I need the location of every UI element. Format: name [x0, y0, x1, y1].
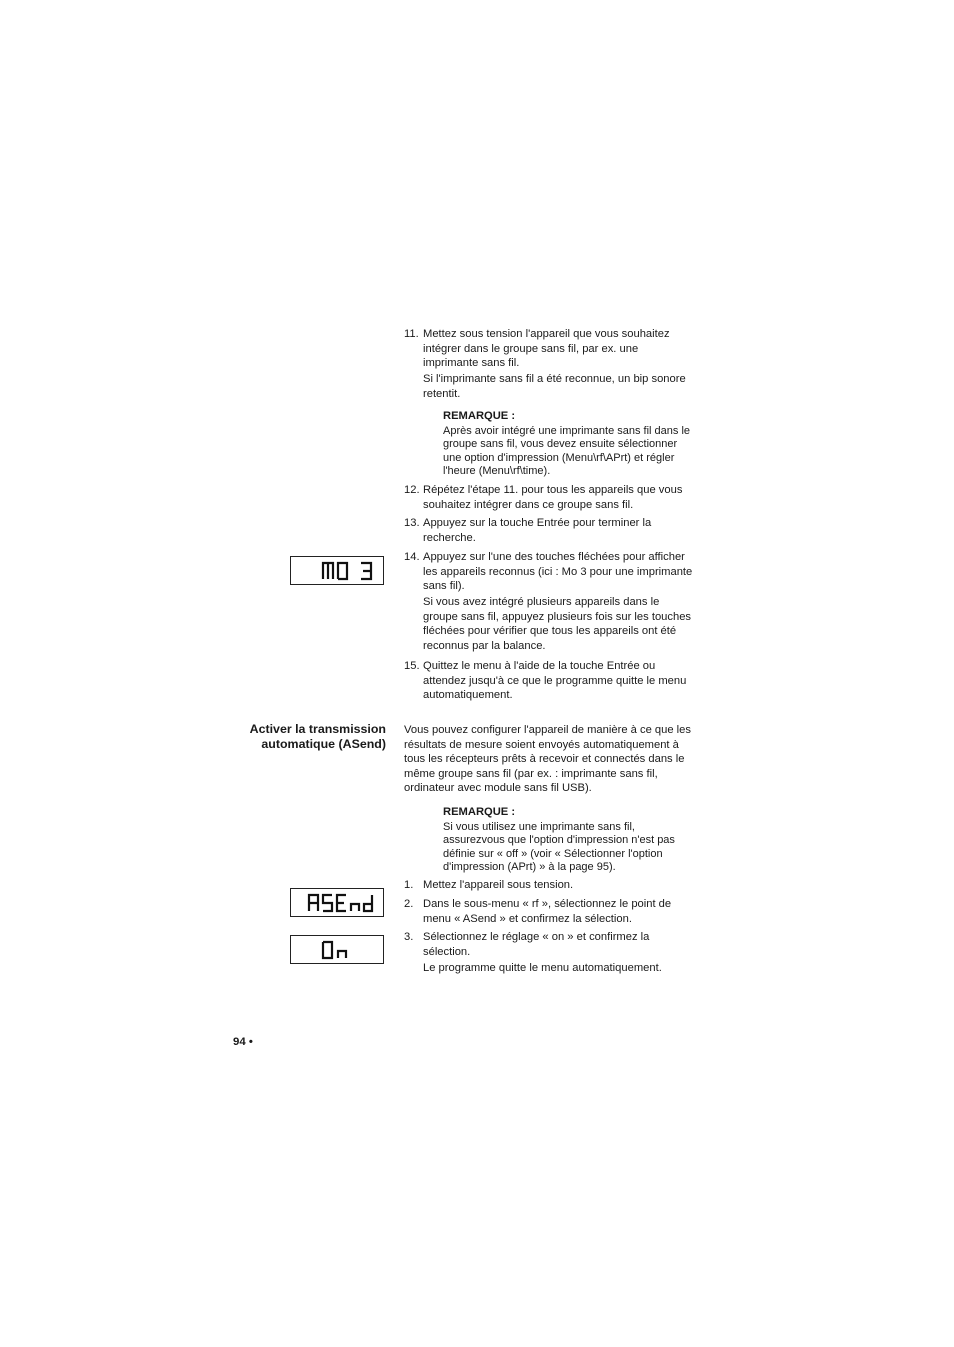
step-2 — [404, 897, 694, 926]
step-text: Mettez sous tension l'appareil que vous souhaitez intégrer dans le groupe sans fil, par ex. une imprimante sans fil. — [423, 328, 670, 370]
step-15 — [404, 659, 694, 703]
step-number: 3. — [404, 931, 414, 943]
step-1 — [404, 878, 694, 893]
note-box — [443, 409, 695, 479]
lcd-display-mo3 — [290, 556, 384, 585]
step-number: 11. — [404, 328, 419, 340]
step-text: Le programme quitte le menu automatiquement. — [423, 961, 662, 974]
step-text: Appuyez sur la touche Entrée pour terminer la recherche. — [423, 517, 652, 544]
note-heading: REMARQUE : — [443, 410, 516, 422]
step-14 — [404, 550, 694, 654]
step-text: Dans le sous-menu « rf », sélectionnez le point de menu « ASend » et confirmez la sélection. — [423, 898, 672, 925]
step-11 — [404, 327, 694, 401]
step-text: Si l'imprimante sans fil a été reconnue, un bip sonore retentit. — [423, 373, 686, 400]
step-number: 13. — [404, 517, 420, 529]
page-number: 94 • — [233, 1036, 253, 1048]
section-intro: Vous pouvez configurer l'appareil de manière à ce que les résultats de mesure soient envoyés automatiquement à tous les récepteurs prêts à recevoir et connectés dans le même groupe sans fil (par ex. : imprimante sans fil, ordinateur avec module sans fil USB). — [404, 724, 691, 795]
section-heading — [200, 722, 386, 753]
note-body: Après avoir intégré une imprimante sans fil dans le groupe sans fil, vous devez ensuite sélectionner une option d'impression (Menu\rf\APrt) et régler l'heure (Menu\rf\time). — [443, 424, 691, 478]
step-3 — [404, 930, 694, 975]
lcd-display-on — [290, 935, 384, 964]
step-text: Mettez l'appareil sous tension. — [423, 879, 574, 891]
step-12 — [404, 483, 694, 512]
step-number: 12. — [404, 484, 420, 496]
note-box — [443, 805, 695, 875]
lcd-segments-mo3 — [291, 557, 383, 584]
step-number: 14. — [404, 551, 420, 563]
step-13 — [404, 516, 694, 545]
section-heading-line: Activer la transmission — [249, 722, 386, 736]
lcd-segments-asend — [291, 889, 383, 916]
section-heading-line: automatique (ASend) — [261, 737, 386, 752]
step-text: Quittez le menu à l'aide de la touche Entrée ou attendez jusqu'à ce que le programme quitte le menu automatiquement. — [423, 660, 687, 702]
step-number: 2. — [404, 898, 414, 910]
step-number: 1. — [404, 879, 414, 891]
note-heading: REMARQUE : — [443, 806, 516, 818]
lcd-display-asend — [290, 888, 384, 917]
step-text: Sélectionnez le réglage « on » et confirmez la sélection. — [423, 931, 650, 958]
step-number: 15. — [404, 660, 420, 672]
step-text: Appuyez sur l'une des touches fléchées pour afficher les appareils reconnus (ici : Mo 3 pour une imprimante sans fil). — [423, 551, 693, 593]
lcd-segments-on — [291, 936, 383, 963]
note-body: Si vous utilisez une imprimante sans fil, assurezvous que l'option d'impression n'est pas définie sur « off » (voir « Sélectionner l'option d'impression (APrt) » à la page 95). — [443, 820, 675, 874]
step-text: Si vous avez intégré plusieurs appareils dans le groupe sans fil, appuyez plusieurs fois sur les touches fléchées pour vérifier que tous les appareils ont été reconnus par la balance. — [423, 596, 692, 653]
step-text: Répétez l'étape 11. pour tous les appareils que vous souhaitez intégrer dans ce groupe sans fil. — [423, 484, 683, 511]
